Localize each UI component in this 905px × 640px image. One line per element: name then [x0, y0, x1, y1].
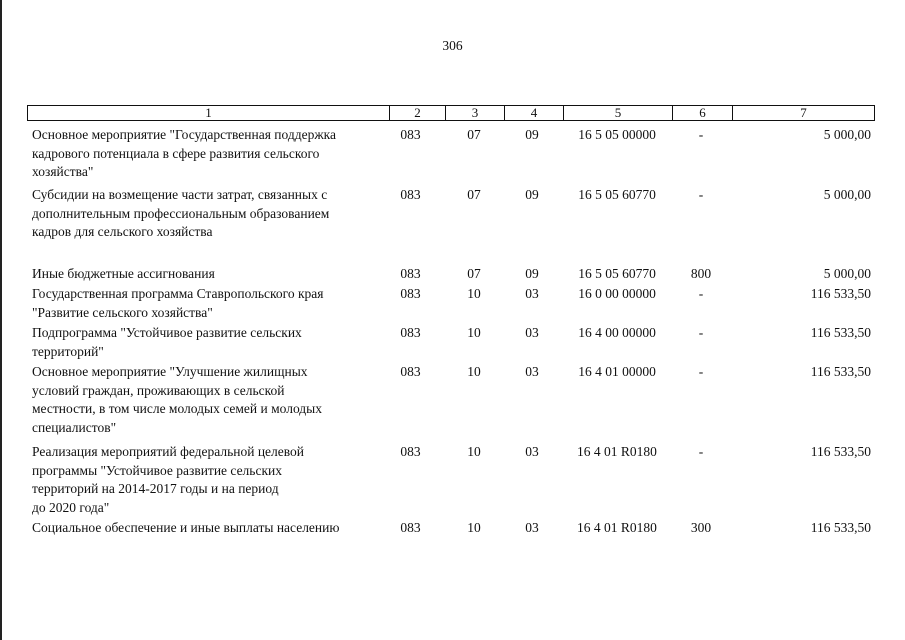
row-expense-type: 800: [690, 266, 712, 281]
row-subsection: 03: [525, 444, 539, 459]
row-subsection: 03: [525, 364, 539, 379]
row-amount: 116 533,50: [810, 364, 871, 379]
row-subsection: 03: [525, 325, 539, 340]
row-amount: 5 000,00: [823, 187, 871, 202]
row-expense-type: -: [698, 325, 704, 340]
column-header-6: 6: [672, 106, 732, 120]
row-expense-type: 300: [690, 520, 712, 535]
column-header-5: 5: [563, 106, 672, 120]
row-section: 10: [467, 520, 481, 535]
row-target-article: 16 5 05 00000: [578, 127, 656, 142]
row-ministry-code: 083: [400, 520, 421, 535]
row-ministry-code: 083: [400, 364, 421, 379]
row-ministry-code: 083: [400, 325, 421, 340]
row-section: 07: [467, 266, 481, 281]
row-subsection: 09: [525, 266, 539, 281]
row-target-article: 16 0 00 00000: [578, 286, 656, 301]
row-name: Основное мероприятие "Улучшение жилищных условий граждан, проживающих в сельской местности, в том числе молодых семей и молодых специалистов": [32, 364, 322, 435]
row-subsection: 03: [525, 520, 539, 535]
row-amount: 116 533,50: [810, 286, 871, 301]
row-subsection: 09: [525, 127, 539, 142]
column-header-3: 3: [445, 106, 504, 120]
row-expense-type: -: [698, 286, 704, 301]
row-target-article: 16 5 05 60770: [578, 266, 656, 281]
row-ministry-code: 083: [400, 444, 421, 459]
row-section: 10: [467, 325, 481, 340]
row-name: Социальное обеспечение и иные выплаты населению: [32, 520, 340, 535]
column-header-7: 7: [732, 106, 874, 120]
row-amount: 116 533,50: [810, 520, 871, 535]
row-amount: 5 000,00: [823, 266, 871, 281]
row-section: 07: [467, 187, 481, 202]
row-name: Основное мероприятие "Государственная поддержка кадрового потенциала в сфере развития сельского хозяйства": [32, 127, 337, 179]
row-name: Иные бюджетные ассигнования: [32, 266, 215, 281]
table-header-row: [27, 105, 875, 121]
column-header-2: 2: [389, 106, 445, 120]
row-target-article: 16 4 01 00000: [578, 364, 656, 379]
row-subsection: 03: [525, 286, 539, 301]
page-number: 306: [442, 38, 463, 53]
row-ministry-code: 083: [400, 266, 421, 281]
row-name: Субсидии на возмещение части затрат, связанных с дополнительным профессиональным образованием кадров для сельского хозяйства: [32, 187, 330, 239]
row-expense-type: -: [698, 364, 704, 379]
row-subsection: 09: [525, 187, 539, 202]
row-amount: 116 533,50: [810, 444, 871, 459]
row-target-article: 16 5 05 60770: [578, 187, 656, 202]
column-header-1: 1: [205, 105, 212, 120]
row-section: 07: [467, 127, 481, 142]
row-target-article: 16 4 01 R0180: [577, 520, 657, 535]
row-expense-type: -: [698, 444, 704, 459]
row-ministry-code: 083: [400, 187, 421, 202]
page-left-edge: [0, 0, 2, 640]
row-amount: 116 533,50: [810, 325, 871, 340]
row-target-article: 16 4 01 R0180: [577, 444, 657, 459]
column-header-4: 4: [504, 106, 563, 120]
row-expense-type: -: [698, 127, 704, 142]
row-name: Реализация мероприятий федеральной целевой программы "Устойчивое развитие сельских территорий на 2014-2017 годы и на период до 2020 года": [32, 444, 305, 515]
row-name: Государственная программа Ставропольского края "Развитие сельского хозяйства": [32, 286, 324, 320]
row-ministry-code: 083: [400, 286, 421, 301]
row-section: 10: [467, 286, 481, 301]
row-name: Подпрограмма "Устойчивое развитие сельских территорий": [32, 325, 302, 359]
row-expense-type: -: [698, 187, 704, 202]
row-ministry-code: 083: [400, 127, 421, 142]
row-target-article: 16 4 00 00000: [578, 325, 656, 340]
row-section: 10: [467, 444, 481, 459]
row-amount: 5 000,00: [823, 127, 871, 142]
row-section: 10: [467, 364, 481, 379]
